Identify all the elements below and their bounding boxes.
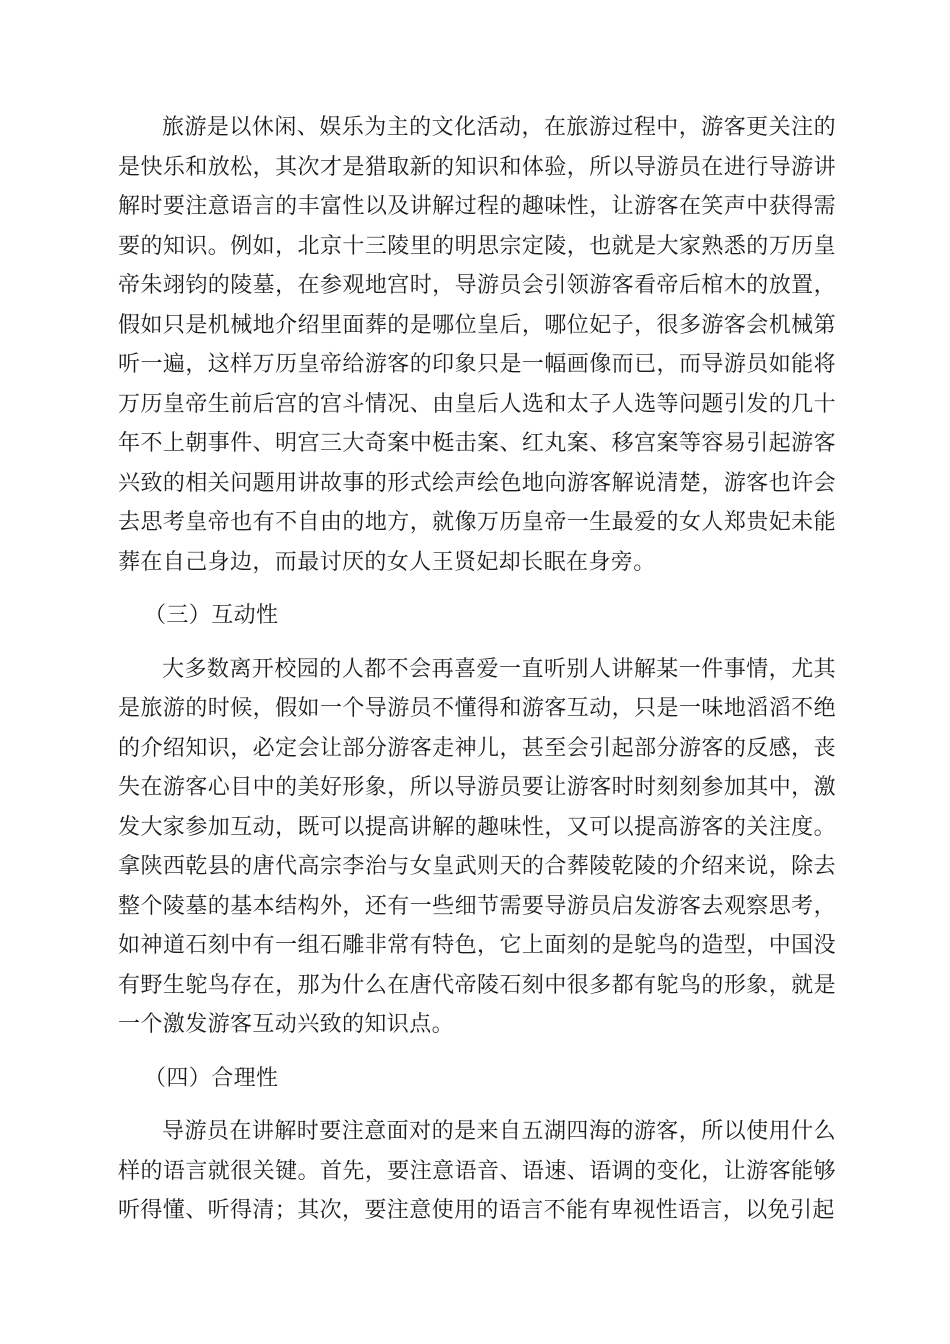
document-body <box>118 108 836 1231</box>
section-heading-interactivity: （三）互动性 <box>144 603 279 628</box>
paragraph-rationality: 导游员在讲解时要注意面对的是来自五湖四海的游客，所以使用什么样的语言就很关键。首先，要注意语音、语速、语调的变化，让游客能够听得懂、听得清；其次，要注意使用的语言不能有卑视性语言，以免引起 <box>118 1119 836 1223</box>
paragraph-entertainment: 旅游是以休闲、娱乐为主的文化活动，在旅游过程中，游客更关注的是快乐和放松，其次才是猎取新的知识和体验，所以导游员在进行导游讲解时要注意语言的丰富性以及讲解过程的趣味性，让游客在笑声中获得需要的知识。例如，北京十三陵里的明思宗定陵，也就是大家熟悉的万历皇帝朱翊钧的陵墓，在参观地宫时，导游员会引领游客看帝后棺木的放置，假如只是机械地介绍里面葬的是哪位皇后，哪位妃子，很多游客会机械第听一遍，这样万历皇帝给游客的印象只是一幅画像而已，而导游员如能将万历皇帝生前后宫的宫斗情况、由皇后人选和太子人选等问题引发的几十年不上朝事件、明宫三大奇案中梃击案、红丸案、移宫案等容易引起游客兴致的相关问题用讲故事的形式绘声绘色地向游客解说清楚，游客也许会去思考皇帝也有不自由的地方，就像万历皇帝一生最爱的女人郑贵妃未能葬在自己身边，而最讨厌的女人王贤妃却长眠在身旁。 <box>118 115 836 575</box>
section-heading-rationality: （四）合理性 <box>144 1065 279 1091</box>
paragraph-interactivity: 大多数离开校园的人都不会再喜爱一直听别人讲解某一件事情，尤其是旅游的时候，假如一个导游员不懂得和游客互动，只是一味地滔滔不绝的介绍知识，必定会让部分游客走神儿，甚至会引起部分游客的反感，丧失在游客心目中的美好形象，所以导游员要让游客时时刻刻参加其中，激发大家参加互动，既可以提高讲解的趣味性，又可以提高游客的关注度。拿陕西乾县的唐代高宗李治与女皇武则天的合葬陵乾陵的介绍来说，除去整个陵墓的基本结构外，还有一些细节需要导游员启发游客去观察思考，如神道石刻中有一组石雕非常有特色，它上面刻的是鸵鸟的造型，中国没有野生鸵鸟存在，那为什么在唐代帝陵石刻中很多都有鸵鸟的形象，就是一个激发游客互动兴致的知识点。 <box>118 656 836 1037</box>
